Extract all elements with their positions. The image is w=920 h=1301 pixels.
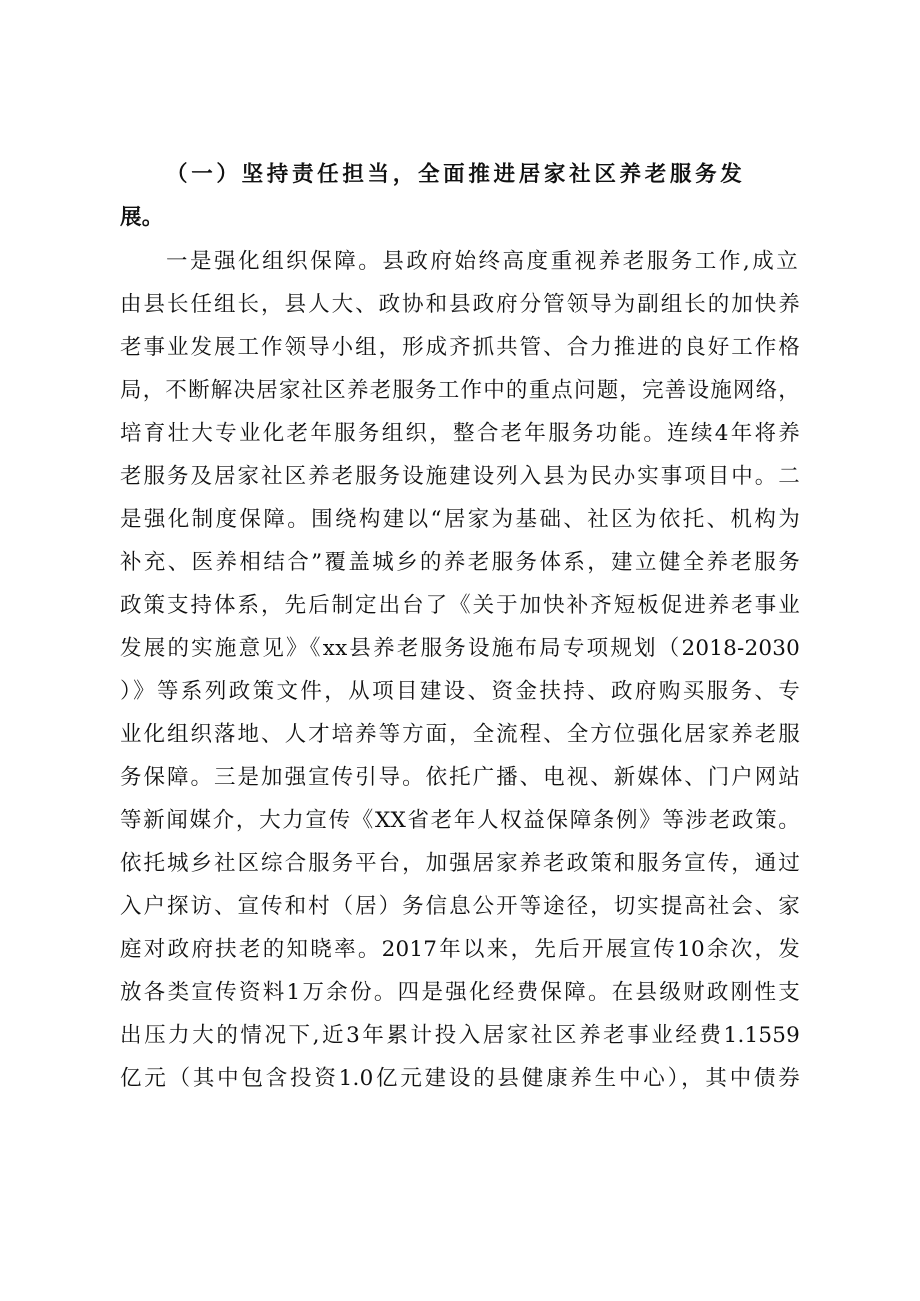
paragraph-line: 局，不断解决居家社区养老服务工作中的重点问题，完善设施网络， [120,378,800,403]
paragraph-line: 出压力大的情况下,近3年累计投入居家社区养老事业经费1.1559 [120,1023,800,1048]
paragraph-line: ）》等系列政策文件，从项目建设、资金扶持、政府购买服务、专 [120,679,800,704]
section-heading-line-2: 展。 [120,205,164,230]
paragraph-line: 等新闻媒介，大力宣传《XX省老年人权益保障条例》等涉老政策。 [120,808,800,833]
paragraph-line: 入户探访、宣传和村（居）务信息公开等途径，切实提高社会、家 [120,894,800,919]
paragraph-line: 亿元（其中包含投资1.0亿元建设的县健康养生中心），其中债券 [120,1066,800,1091]
paragraph-line: 一是强化组织保障。县政府始终高度重视养老服务工作,成立 [166,249,798,274]
paragraph-line: 由县长任组长，县人大、政协和县政府分管领导为副组长的加快养 [120,292,800,317]
paragraph-line: 政策支持体系，先后制定出台了《关于加快补齐短板促进养老事业 [120,593,800,618]
paragraph-line: 培育壮大专业化老年服务组织，整合老年服务功能。连续4年将养 [120,421,800,446]
paragraph-line: 老事业发展工作领导小组，形成齐抓共管、合力推进的良好工作格 [120,335,800,360]
paragraph-line: 发展的实施意见》《xx县养老服务设施布局专项规划（2018-2030 [120,636,800,661]
paragraph-line: 补充、医养相结合”覆盖城乡的养老服务体系，建立健全养老服务 [120,550,800,575]
paragraph-line: 务保障。三是加强宣传引导。依托广播、电视、新媒体、门户网站 [120,765,800,790]
paragraph-line: 庭对政府扶老的知晓率。2017年以来，先后开展宣传10余次，发 [120,937,800,962]
paragraph-line: 放各类宣传资料1万余份。四是强化经费保障。在县级财政刚性支 [120,980,800,1005]
section-heading-line-1: （一）坚持责任担当，全面推进居家社区养老服务发 [166,162,742,187]
paragraph-line: 业化组织落地、人才培养等方面，全流程、全方位强化居家养老服 [120,722,800,747]
paragraph-line: 依托城乡社区综合服务平台，加强居家养老政策和服务宣传，通过 [120,851,800,876]
paragraph-line: 是强化制度保障。围绕构建以“居家为基础、社区为依托、机构为 [120,507,800,532]
paragraph-line: 老服务及居家社区养老服务设施建设列入县为民办实事项目中。二 [120,464,800,489]
